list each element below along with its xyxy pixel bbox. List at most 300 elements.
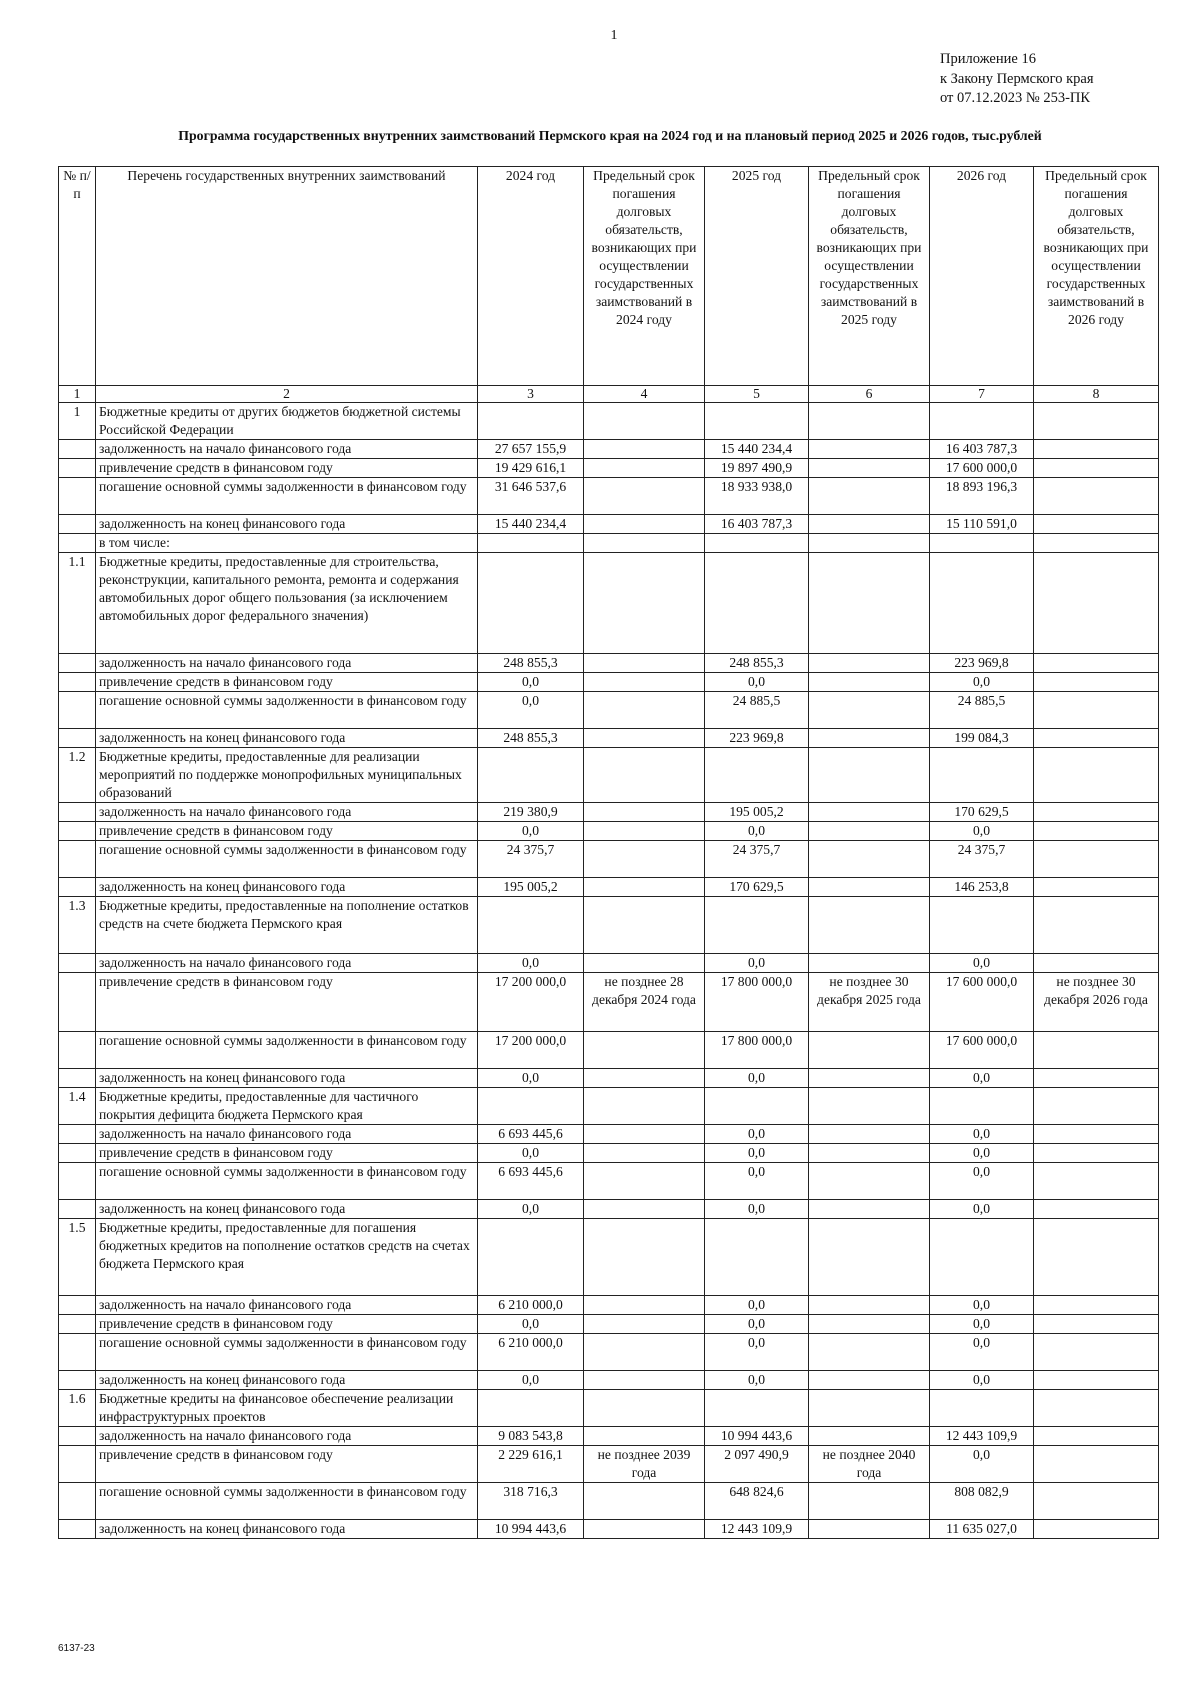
term-2026 [1034,1520,1159,1539]
value-2026: 0,0 [930,1315,1034,1334]
table-row [59,973,1159,1032]
value-2024: 0,0 [478,692,584,729]
table-row [59,1069,1159,1088]
value-2024 [478,403,584,440]
value-2026 [930,748,1034,803]
row-number [59,954,96,973]
value-2026: 17 600 000,0 [930,1032,1034,1069]
row-item-name: погашение основной суммы задолженности в финансовом году [96,1483,478,1520]
value-2024 [478,553,584,654]
row-item-name: Бюджетные кредиты, предоставленные для погашения бюджетных кредитов на пополнение остатков средств на счетах бюджета Пермского края [96,1219,478,1296]
value-2024: 195 005,2 [478,878,584,897]
value-2024: 0,0 [478,1069,584,1088]
table-row [59,515,1159,534]
value-2025: 18 933 938,0 [705,478,809,515]
row-item-name: задолженность на конец финансового года [96,1069,478,1088]
row-number [59,1125,96,1144]
row-number [59,1296,96,1315]
table-row [59,878,1159,897]
term-2024 [584,478,705,515]
column-number: 6 [809,386,930,403]
table-row [59,822,1159,841]
row-number [59,1483,96,1520]
row-item-name: задолженность на конец финансового года [96,1371,478,1390]
term-2025 [809,1125,930,1144]
term-2026 [1034,1483,1159,1520]
value-2025: 0,0 [705,673,809,692]
row-number: 1.1 [59,553,96,654]
term-2026 [1034,1219,1159,1296]
term-2026 [1034,403,1159,440]
value-2024 [478,1390,584,1427]
term-2026 [1034,803,1159,822]
column-number: 3 [478,386,584,403]
appendix-reference [940,50,1094,109]
value-2024: 0,0 [478,1144,584,1163]
value-2026: 0,0 [930,1069,1034,1088]
term-2024 [584,692,705,729]
term-2024 [584,1144,705,1163]
value-2024 [478,748,584,803]
value-2026: 17 600 000,0 [930,973,1034,1032]
value-2024: 19 429 616,1 [478,459,584,478]
value-2024 [478,1219,584,1296]
value-2025: 16 403 787,3 [705,515,809,534]
value-2024: 27 657 155,9 [478,440,584,459]
row-item-name: погашение основной суммы задолженности в финансовом году [96,478,478,515]
term-2024 [584,1296,705,1315]
value-2025: 0,0 [705,1144,809,1163]
term-2026 [1034,440,1159,459]
row-item-name: задолженность на конец финансового года [96,515,478,534]
term-2024 [584,1334,705,1371]
term-2026: не позднее 30 декабря 2026 года [1034,973,1159,1032]
row-number: 1.6 [59,1390,96,1427]
term-2026 [1034,1334,1159,1371]
header-term-2026: Предельный срок погашения долговых обязательств, возникающих при осуществлении государственных заимствований в 2026 году [1034,167,1159,386]
column-number: 7 [930,386,1034,403]
table-row [59,1088,1159,1125]
value-2024: 10 994 443,6 [478,1520,584,1539]
term-2026 [1034,1144,1159,1163]
appendix-line-3: от 07.12.2023 № 253-ПК [940,90,1091,106]
row-number [59,1315,96,1334]
value-2025: 12 443 109,9 [705,1520,809,1539]
row-number [59,822,96,841]
term-2024 [584,1520,705,1539]
value-2024: 0,0 [478,1200,584,1219]
value-2025: 0,0 [705,1163,809,1200]
term-2026 [1034,673,1159,692]
row-item-name: задолженность на начало финансового года [96,1296,478,1315]
row-number [59,878,96,897]
table-row [59,553,1159,654]
term-2026 [1034,1088,1159,1125]
row-number [59,1334,96,1371]
value-2026: 24 375,7 [930,841,1034,878]
value-2025: 0,0 [705,822,809,841]
column-number: 5 [705,386,809,403]
term-2026 [1034,459,1159,478]
term-2026 [1034,841,1159,878]
document-title: Программа государственных внутренних заимствований Пермского края на 2024 год и на плановый период 2025 и 2026 годов, тыс.рублей [178,128,1042,143]
row-item-name: Бюджетные кредиты на финансовое обеспечение реализации инфраструктурных проектов [96,1390,478,1427]
term-2025 [809,403,930,440]
value-2026: 170 629,5 [930,803,1034,822]
value-2025: 170 629,5 [705,878,809,897]
row-item-name: задолженность на конец финансового года [96,1200,478,1219]
value-2025 [705,748,809,803]
term-2025 [809,1315,930,1334]
row-number [59,459,96,478]
value-2026 [930,1390,1034,1427]
value-2025 [705,403,809,440]
term-2025 [809,897,930,954]
term-2025 [809,1032,930,1069]
table-row [59,534,1159,553]
term-2026 [1034,748,1159,803]
value-2026: 808 082,9 [930,1483,1034,1520]
term-2026 [1034,1446,1159,1483]
value-2024: 31 646 537,6 [478,478,584,515]
table-row [59,1427,1159,1446]
value-2026: 199 084,3 [930,729,1034,748]
row-number [59,673,96,692]
value-2026: 223 969,8 [930,654,1034,673]
term-2024 [584,515,705,534]
term-2026 [1034,515,1159,534]
term-2026 [1034,654,1159,673]
term-2026 [1034,1125,1159,1144]
term-2025 [809,459,930,478]
table-row [59,841,1159,878]
page-number: 1 [610,28,618,43]
row-item-name: погашение основной суммы задолженности в финансовом году [96,841,478,878]
term-2024 [584,1088,705,1125]
header-term-2025: Предельный срок погашения долговых обязательств, возникающих при осуществлении государственных заимствований в 2025 году [809,167,930,386]
table-row [59,440,1159,459]
term-2025 [809,729,930,748]
term-2025 [809,1427,930,1446]
term-2024 [584,1483,705,1520]
term-2025 [809,1200,930,1219]
table-row [59,459,1159,478]
value-2025 [705,1390,809,1427]
term-2026 [1034,478,1159,515]
value-2024: 6 693 445,6 [478,1163,584,1200]
row-item-name: привлечение средств в финансовом году [96,822,478,841]
row-number [59,515,96,534]
row-item-name: задолженность на начало финансового года [96,654,478,673]
row-item-name: задолженность на начало финансового года [96,803,478,822]
header-2024: 2024 год [478,167,584,386]
value-2025: 17 800 000,0 [705,973,809,1032]
value-2024: 6 210 000,0 [478,1334,584,1371]
value-2026 [930,897,1034,954]
row-number [59,803,96,822]
column-number-row [59,386,1159,403]
row-item-name: погашение основной суммы задолженности в финансовом году [96,1163,478,1200]
value-2025: 24 375,7 [705,841,809,878]
value-2025 [705,1219,809,1296]
value-2026: 0,0 [930,1200,1034,1219]
value-2025: 0,0 [705,1069,809,1088]
value-2026 [930,403,1034,440]
table-row [59,1334,1159,1371]
row-item-name: Бюджетные кредиты, предоставленные для строительства, реконструкции, капитального ремонта, ремонта и содержания автомобильных дорог общего пользования (за исключением автомобильных дорог федерального значения) [96,553,478,654]
row-number [59,973,96,1032]
value-2024: 6 693 445,6 [478,1125,584,1144]
value-2024: 6 210 000,0 [478,1296,584,1315]
value-2024: 0,0 [478,673,584,692]
column-number: 1 [59,386,96,403]
term-2025: не позднее 2040 года [809,1446,930,1483]
term-2024 [584,1219,705,1296]
value-2024: 0,0 [478,1371,584,1390]
table-row [59,692,1159,729]
value-2026: 0,0 [930,1144,1034,1163]
column-number: 2 [96,386,478,403]
value-2026: 0,0 [930,1371,1034,1390]
term-2024: не позднее 2039 года [584,1446,705,1483]
term-2025 [809,553,930,654]
row-number [59,1163,96,1200]
value-2025: 648 824,6 [705,1483,809,1520]
value-2026: 17 600 000,0 [930,459,1034,478]
term-2024 [584,534,705,553]
table-row [59,1200,1159,1219]
table-row [59,1296,1159,1315]
header-list: Перечень государственных внутренних заимствований [96,167,478,386]
term-2024 [584,654,705,673]
term-2025 [809,1088,930,1125]
term-2025 [809,954,930,973]
value-2026 [930,534,1034,553]
term-2024 [584,403,705,440]
term-2026 [1034,692,1159,729]
term-2024: не позднее 28 декабря 2024 года [584,973,705,1032]
value-2025: 0,0 [705,1371,809,1390]
table-row [59,1390,1159,1427]
value-2026: 24 885,5 [930,692,1034,729]
row-item-name: задолженность на конец финансового года [96,729,478,748]
row-number: 1.3 [59,897,96,954]
value-2024 [478,534,584,553]
term-2024 [584,553,705,654]
row-number [59,1446,96,1483]
term-2025 [809,1296,930,1315]
value-2026: 0,0 [930,1163,1034,1200]
value-2026: 0,0 [930,1334,1034,1371]
term-2024 [584,878,705,897]
term-2026 [1034,1163,1159,1200]
row-item-name: задолженность на начало финансового года [96,954,478,973]
value-2026: 0,0 [930,822,1034,841]
column-number: 8 [1034,386,1159,403]
term-2025 [809,1483,930,1520]
value-2024: 15 440 234,4 [478,515,584,534]
row-number [59,692,96,729]
term-2024 [584,803,705,822]
term-2026 [1034,1032,1159,1069]
value-2025: 223 969,8 [705,729,809,748]
row-item-name: привлечение средств в финансовом году [96,1144,478,1163]
row-number [59,1371,96,1390]
value-2024: 248 855,3 [478,654,584,673]
term-2025 [809,515,930,534]
value-2026: 0,0 [930,954,1034,973]
header-2025: 2025 год [705,167,809,386]
term-2025 [809,822,930,841]
value-2024: 9 083 543,8 [478,1427,584,1446]
term-2025 [809,1069,930,1088]
term-2025 [809,803,930,822]
value-2026: 18 893 196,3 [930,478,1034,515]
table-header-row [59,167,1159,386]
value-2024: 219 380,9 [478,803,584,822]
value-2025: 2 097 490,9 [705,1446,809,1483]
term-2025 [809,1163,930,1200]
term-2024 [584,1032,705,1069]
table-row [59,1219,1159,1296]
term-2024 [584,841,705,878]
term-2024 [584,1315,705,1334]
table-row [59,1163,1159,1200]
value-2025: 0,0 [705,954,809,973]
row-number [59,729,96,748]
table-row [59,1520,1159,1539]
term-2026 [1034,1427,1159,1446]
value-2026 [930,1088,1034,1125]
row-item-name: Бюджетные кредиты, предоставленные для частичного покрытия дефицита бюджета Пермского края [96,1088,478,1125]
value-2024: 0,0 [478,954,584,973]
value-2026 [930,1219,1034,1296]
term-2026 [1034,1200,1159,1219]
value-2026: 0,0 [930,1446,1034,1483]
term-2025 [809,1371,930,1390]
row-item-name: погашение основной суммы задолженности в финансовом году [96,1334,478,1371]
row-item-name: привлечение средств в финансовом году [96,673,478,692]
term-2024 [584,954,705,973]
value-2025: 24 885,5 [705,692,809,729]
value-2025 [705,534,809,553]
row-item-name: привлечение средств в финансовом году [96,1315,478,1334]
table-row [59,1446,1159,1483]
term-2024 [584,1390,705,1427]
term-2024 [584,1069,705,1088]
row-item-name: задолженность на конец финансового года [96,1520,478,1539]
table-row [59,1125,1159,1144]
value-2025: 0,0 [705,1125,809,1144]
term-2024 [584,1163,705,1200]
row-item-name: погашение основной суммы задолженности в финансовом году [96,692,478,729]
value-2026: 0,0 [930,673,1034,692]
term-2026 [1034,1390,1159,1427]
term-2024 [584,822,705,841]
term-2026 [1034,729,1159,748]
term-2025 [809,1390,930,1427]
term-2026 [1034,1069,1159,1088]
term-2024 [584,897,705,954]
value-2025: 15 440 234,4 [705,440,809,459]
value-2024: 248 855,3 [478,729,584,748]
value-2026: 11 635 027,0 [930,1520,1034,1539]
term-2026 [1034,553,1159,654]
row-item-name: привлечение средств в финансовом году [96,459,478,478]
value-2025 [705,897,809,954]
row-item-name: Бюджетные кредиты, предоставленные для реализации мероприятий по поддержке монопрофильных муниципальных образований [96,748,478,803]
row-item-name: Бюджетные кредиты, предоставленные на пополнение остатков средств на счете бюджета Пермского края [96,897,478,954]
term-2025 [809,1219,930,1296]
row-number [59,534,96,553]
value-2025: 10 994 443,6 [705,1427,809,1446]
value-2025: 248 855,3 [705,654,809,673]
row-item-name: задолженность на конец финансового года [96,878,478,897]
term-2025 [809,878,930,897]
term-2026 [1034,1296,1159,1315]
term-2025 [809,1520,930,1539]
value-2025: 19 897 490,9 [705,459,809,478]
term-2024 [584,1125,705,1144]
term-2024 [584,1200,705,1219]
term-2026 [1034,954,1159,973]
header-2026: 2026 год [930,167,1034,386]
row-number [59,1032,96,1069]
row-number: 1.4 [59,1088,96,1125]
term-2025 [809,692,930,729]
term-2025 [809,654,930,673]
value-2024: 0,0 [478,822,584,841]
table-row [59,1144,1159,1163]
row-number: 1 [59,403,96,440]
value-2024: 17 200 000,0 [478,1032,584,1069]
table-row [59,1315,1159,1334]
value-2024: 318 716,3 [478,1483,584,1520]
term-2025 [809,673,930,692]
table-row [59,403,1159,440]
term-2026 [1034,897,1159,954]
value-2026: 0,0 [930,1296,1034,1315]
row-item-name: задолженность на начало финансового года [96,1125,478,1144]
row-item-name: привлечение средств в финансовом году [96,1446,478,1483]
row-item-name: привлечение средств в финансовом году [96,973,478,1032]
term-2025 [809,440,930,459]
table-row [59,897,1159,954]
term-2024 [584,459,705,478]
term-2025 [809,534,930,553]
table-row [59,1483,1159,1520]
table-row [59,1371,1159,1390]
value-2026: 146 253,8 [930,878,1034,897]
value-2025: 0,0 [705,1200,809,1219]
row-item-name: Бюджетные кредиты от других бюджетов бюджетной системы Российской Федерации [96,403,478,440]
term-2024 [584,748,705,803]
term-2025 [809,1144,930,1163]
term-2024 [584,729,705,748]
table-row [59,803,1159,822]
table-row [59,654,1159,673]
header-term-2024: Предельный срок погашения долговых обязательств, возникающих при осуществлении государственных заимствований в 2024 году [584,167,705,386]
appendix-line-2: к Закону Пермского края [940,70,1094,87]
table-row [59,478,1159,515]
table-row [59,673,1159,692]
table-row [59,748,1159,803]
row-number [59,1520,96,1539]
term-2025: не позднее 30 декабря 2025 года [809,973,930,1032]
value-2024 [478,897,584,954]
row-item-name: задолженность на начало финансового года [96,1427,478,1446]
row-number [59,1144,96,1163]
